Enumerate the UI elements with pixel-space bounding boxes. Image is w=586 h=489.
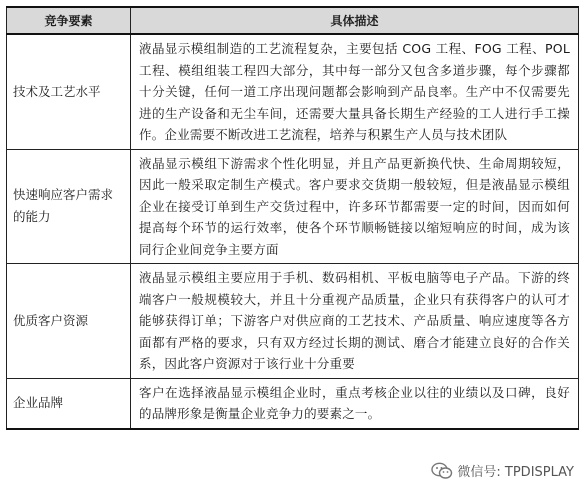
table-header-row xyxy=(7,7,579,34)
table-row xyxy=(7,149,579,264)
header-factor: 竞争要素 xyxy=(7,7,131,34)
factor-cell: 快速响应客户需求的能力 xyxy=(7,149,131,264)
wechat-watermark xyxy=(429,460,576,481)
table-row xyxy=(7,34,579,149)
description-cell: 液晶显示模组下游需求个性化明显，并且产品更新换代快、生命周期较短，因此一般采取定制生产模式。客户要求交货期一般较短，但是液晶显示模组企业在接受订单到生产交货过程中，许多环节都需要一定的时间，因而如何提高每个环节的运行效率，使各个环节顺畅链接以缩短响应的时间，成为该同行企业间竞争主要方面 xyxy=(131,149,579,264)
watermark-text: 微信号: TPDISPLAY xyxy=(457,465,574,480)
factor-cell: 企业品牌 xyxy=(7,378,131,429)
table-row xyxy=(7,378,579,429)
document-page xyxy=(6,6,578,430)
description-cell: 液晶显示模组制造的工艺流程复杂，主要包括 COG 工程、FOG 工程、POL 工程、模组组装工程四大部分，其中每一部分又包含多道步骤，每个步骤都十分关键，任何一道工序出现问题都会影响到产品良率。生产中不仅需要先进的生产设备和无尘车间，还需要大量具备长期生产经验的工人进行手工操作。企业需要不断改进工艺流程，培养与积累生产人员与技术团队 xyxy=(131,34,579,149)
factor-cell: 优质客户资源 xyxy=(7,264,131,379)
header-description: 具体描述 xyxy=(131,7,579,34)
factor-cell: 技术及工艺水平 xyxy=(7,34,131,149)
table-row xyxy=(7,264,579,379)
wechat-icon xyxy=(431,462,453,480)
description-cell: 客户在选择液晶显示模组企业时，重点考核企业以往的业绩以及口碑，良好的品牌形象是衡量企业竞争力的要素之一。 xyxy=(131,378,579,429)
description-cell: 液晶显示模组主要应用于手机、数码相机、平板电脑等电子产品。下游的终端客户一般规模较大，并且十分重视产品质量，企业只有获得客户的认可才能够获得订单；下游客户对供应商的工艺技术、产品质量、响应速度等各方面都有严格的要求，只有双方经过长期的测试、磨合才能建立良好的合作关系，因此客户资源对于该行业十分重要 xyxy=(131,264,579,379)
competition-factors-table xyxy=(6,6,579,430)
